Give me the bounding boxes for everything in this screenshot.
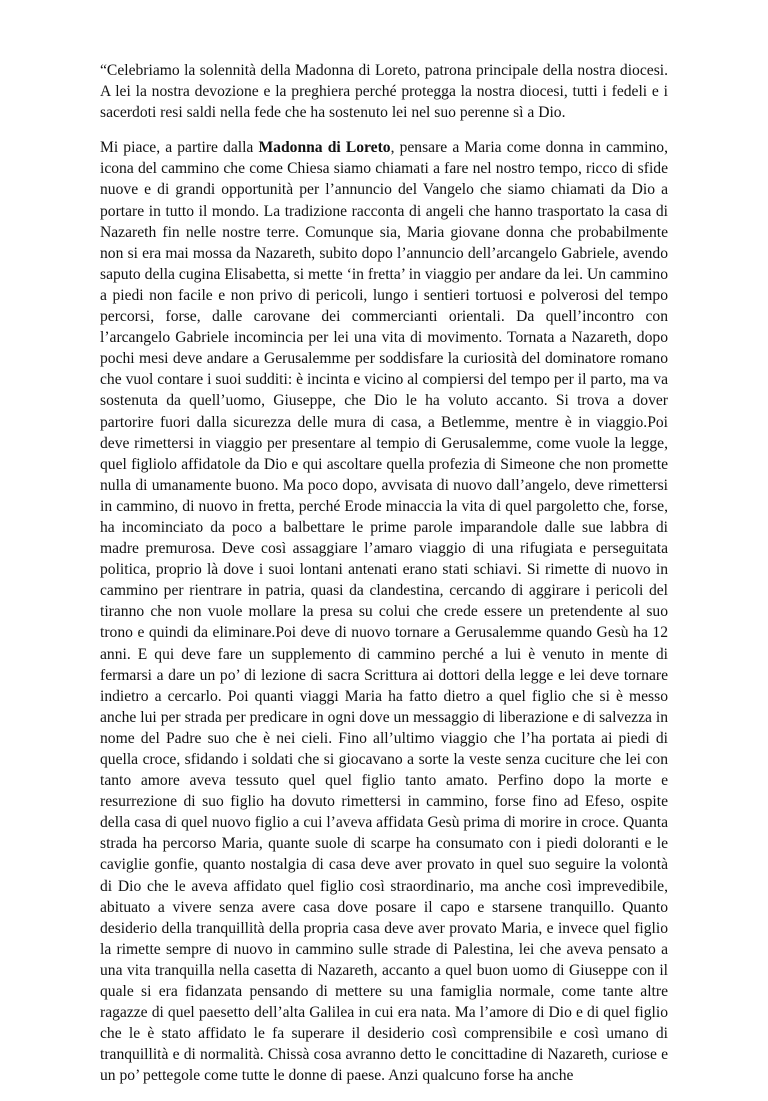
paragraph-main-bold: Madonna di Loreto xyxy=(258,139,391,157)
paragraph-main-start: Mi piace, a partire dalla xyxy=(100,139,259,157)
document-page xyxy=(100,60,668,1101)
paragraph-intro: “Celebriamo la solennità della Madonna di Loreto, patrona principale della nostra diocesi. A lei la nostra devozione e la preghiera perché protegga la nostra diocesi, tutti i fedeli e i sacerdoti resi saldi nella fede che ha sostenuto lei nel suo perenne sì a Dio. xyxy=(100,62,668,122)
paragraph-main-rest: , pensare a Maria come donna in cammino, icona del cammino che come Chiesa siamo chiamati a fare nel nostro tempo, ricco di sfide nuove e di grandi opportunità per l’annuncio del Vangelo che siamo chiamati da Dio a portare in tutto il mondo. La tradizione racconta di angeli che hanno trasportato la casa di Nazareth fin nelle nostre terre. Comunque sia, Maria giovane donna che probabilmente non si era mai mossa da Nazareth, subito dopo l’annuncio dell’arcangelo Gabriele, avendo saputo della cugina Elisabetta, si mette ‘in fretta’ in viaggio per andare da lei. Un cammino a piedi non facile e non privo di pericoli, lungo i sentieri tortuosi e polverosi del tempo percorsi, forse, dalle carovane dei commercianti orientali. Da quell’incontro con l’arcangelo Gabriele incomincia per lei una vita di movimento. Tornata a Nazareth, dopo pochi mesi deve andare a Gerusalemme per soddisfare la curiosità del dominatore romano che vuol contare i suoi sudditi: è incinta e vicino al compiersi del tempo per il parto, ma va sostenuta da quell’uomo, Giuseppe, che Dio le ha voluto accanto. Si trova a dover partorire fuori dalla sicurezza delle mura di casa, a Betlemme, mentre è in viaggio.Poi deve rimettersi in viaggio per presentare al tempio di Gerusalemme, come vuole la legge, quel figliolo affidatole da Dio e qui ascoltare quella profezia di Simeone che non promette nulla di umanamente buono. Ma poco dopo, avvisata di nuovo dall’angelo, deve rimettersi in cammino, di nuovo in fretta, perché Erode minaccia la vita di quel pargoletto che, forse, ha incominciato da poco a balbettare le prime parole imparandole dalle sue labbra di madre premurosa. Deve così assaggiare l’amaro viaggio di una rifugiata e perseguitata politica, proprio là dove i suoi lontani antenati erano stati schiavi. Si rimette di nuovo in cammino per rientrare in patria, quasi da clandestina, cercando di aggirare i pericoli del tiranno che non vuole mollare la presa su colui che crede essere un pretendente al suo trono e quindi da eliminare.Poi deve di nuovo tornare a Gerusalemme quando Gesù ha 12 anni. E qui deve fare un supplemento di cammino perché a lui è venuto in mente di fermarsi a dare un po’ di lezione di sacra Scrittura ai dottori della legge e lei deve tornare indietro a cercarlo. Poi quanti viaggi Maria ha fatto dietro a quel figlio che si è messo anche lui per strada per predicare in ogni dove un messaggio di liberazione e di salvezza in nome del Padre suo che è nei cieli. Fino all’ultimo viaggio che l’ha portata ai piedi di quella croce, sfidando i soldati che si giocavano a sorte la veste senza cuciture che lei con tanto amore aveva tessuto quel quel figlio tanto amato. Perfino dopo la morte e resurrezione di suo figlio ha dovuto rimettersi in cammino, forse fino ad Efeso, ospite della casa di quel nuovo figlio a cui l’aveva affidata Gesù prima di morire in croce. Quanta strada ha percorso Maria, quante suole di scarpe ha consumato con i piedi doloranti e le caviglie gonfie, quanto nostalgia di casa deve aver provato in quel suo seguire la volontà di Dio che le aveva affidato quel figlio così straordinario, ma anche così imprevedibile, abituato a vivere senza avere casa dove posare il capo e starsene tranquillo. Quanto desiderio della tranquillità della propria casa deve aver provato Maria, e invece quel figlio la rimette sempre di nuovo in cammino sulle strade di Palestina, lei che aveva pensato a una vita tranquilla nella casetta di Nazareth, accanto a quel buon uomo di Giuseppe con il quale si era fidanzata pensando di mettere su una famiglia normale, come tante altre ragazze di quel paesetto dell’alta Galilea in cui era nata. Ma l’amore di Dio e di quel figlio che le è stato affidato le fa superare il desiderio così comprensibile e così umano di tranquillità e di normalità. Chissà cosa avranno detto le concittadine di Nazareth, curiose e un po’ pettegole come tutte le donne di paese. Anzi qualcuno forse ha anche xyxy=(100,139,668,1085)
paragraph-main xyxy=(100,137,668,1086)
